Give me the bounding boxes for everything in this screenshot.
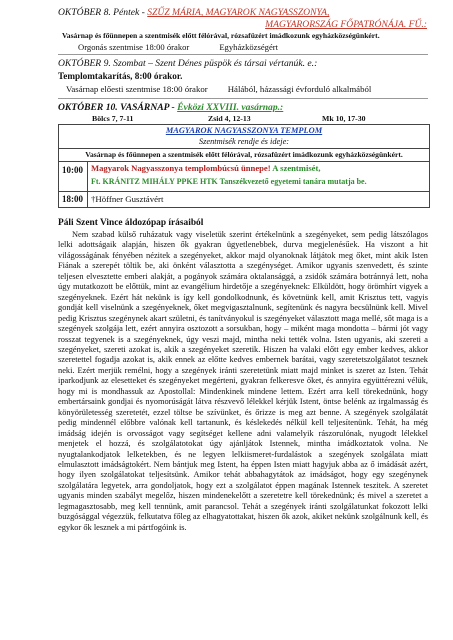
oct8-notice: Vasárnap és főünnepen a szentmisék előtt félórával, rózsafüzért imádkozunk egyházközségünkért. [62, 31, 380, 40]
divider [58, 54, 428, 55]
row1-main: Magyarok Nagyasszonya templombúcsú ünnepe! A szentmisét, [91, 163, 321, 173]
oct8-feast-continued: MAGYARORSZÁG FŐPATRÓNÁJA. FŰ.: [265, 19, 427, 30]
oct8-heading: OKTÓBER 8. Péntek - SZŰZ MÁRIA, MAGYAROK NAGYASSZONYA, [58, 7, 330, 18]
row1-sub: Ft. KRÁNITZ MIHÁLY PPKE HTK Tanszékvezető egyetemi tanára mutatja be. [91, 177, 367, 186]
document-page: OKTÓBER 8. Péntek - SZŰZ MÁRIA, MAGYAROK NAGYASSZONYA, MAGYARORSZÁG FŐPATRÓNÁJA. FŰ.: Vasárnap és főünnepen a szentmisék előtt félórával, rózsafüzért imádkozunk egyházközségünkért. Orgonás szentmise 18:00 órakor Egyházközségért OKTÓBER 9. Szombat – Szent Dénes püspök és társai vértanúk. e.: Templomtakarítás, 8:00 órakor. Vasárnap előesti szentmise 18:00 órakor Hálából, házassági évforduló alkalmából OKTÓBER 10. VASÁRNAP - Évközi XXVIII. vasárnap.: Bölcs 7, 7-11 Zsid 4, 12-13 Mk 10, 17-30 MAGYAROK NAGYASSZONYA TEMPLOM Szentmisék rendje és ideje: Vasárnap és főünnepen a szentmisék előtt félórával, rózsafüzért imádkozunk egyházközségünkért. 10:00 Magyarok Nagyasszonya templombúcsú ünnepe! A szentmisét, Ft. KRÁNITZ MIHÁLY PPKE HTK Tanszékvezető egyetemi tanára mutatja be. 18:00 †Höffner Gusztávért Páli Szent Vince áldozópap írásaiból Nem szabad külső ruházatuk vagy viseletük szerint értékelnünk a szegényeket, sem pedig látszólagos lelki adottságaik alapján, hiszen ők gyakran ügyetlenebbek, durva megjelenésűek. Ha viszont a hit világosságának fényében nézitek a szegényeket, akkor majd olyanoknak látjátok meg őket, mint akik Isten Fiának a szerepét töltik be, aki önként választotta a szegénységet. Amikor ugyanis szenvedett, és szinte teljesen elvesztette emberi alakját, a pogányok számára oktalansággá, a zsidók számára botránnyá lett, noha úgy mutatkozott be előttük, mint az evangélium hirdetője a szegényeknek: Elküldött, hogy örömhírt vigyek a szegényeknek. Ezért hát nekünk is így kell gondolkodnunk, és követnünk kell, amit Krisztus tett, vagyis gondját kell viselnünk a szegényeknek, őket megvigasztalnunk, segítenünk és nagyra becsülnünk kell. Mivel pedig Krisztus szegénynek akart születni, és tanítványokul is szegényeket választott maga mellé, sőt maga is a szegények szolgája lett, ezért annyira osztozott a sorsukban, hogy – miként maga mondotta – bármi jót vagy rosszat tegyenek is a szegényeknek, úgy veszi majd, mintha neki tették volna. Isten ugyanis, aki szereti a szegényeket, szereti azokat is, akik a szegényeket szeretik. Hiszen ha valaki előtt egy ember kedves, akkor szeretettel fogadja azokat is, akik ennek az előtte kedves embernek barátai, vagy szeretetszolgálatot tesznek neki. Ezért merjük remélni, hogy a szegények iránti szeretetünk miatt majd minket is szeret az Isten. Tehát iparkodjunk az elesetteket és szegényeket megérteni, gyakran felkeresve őket, és annyira együttérezni vélük, hogy mi is mondhassuk az Apostollal: Mindenkinek mindene lettem. Ezért arra kell törekednünk, hogy embertársaink gondjai és nyomorúságát látva részvevő lélekkel kérjük Istent, öntse belénk az irgalmasság és könyörületesség szeretetét, ezzel töltse be szívünket, és őrizze is meg azt benne. A szegények szolgálatát pedig mindennél előbbre valónak kell tartanunk, és késlekedés nélkül kell teljesítenünk. Tehát, ha még imádság idején is orvosságot vagy segítséget kellene adni valamelyik rászorulónak, nyugodt lélekkel menjetek el hozzá, és szolgálatotokat úgy ajánljátok Istennek, mintha imádkoztatok volna. Ne nyugtalankodjatok lelketekben, és ne legyen lelkiismeret-furdalástok a szegények szolgálata miatt elmulasztott imádságtokért. Nem bántjuk meg Istent, ha éppen Isten miatt hagyjuk abba az ő imádását azért, hogy ilyen szolgálatokat teljesítsünk. Amikor tehát abbahagytátok az imádságot, hogy egy szegénynek szolgálatára legyetek, arra gondoljatok, hogy ezt a szolgálatot éppen magának Istennek teszitek. A szeretet ugyanis minden szabályt megelőz, hiszen mindenekelőtt a szeretetre kell törekednünk; és mivel a szeretet a legmagasztosabb, meg kell tennünk, amit parancsol. Tehát a szegények iránti szolgálatunkat fokozott lelki buzgósággal végezzük, felkutatva főleg az elhagyatottakat, hiszen ők azok, akiket nekünk szolgálnunk kell, és egykor ők lesznek a mi pártfogóink is. [58, 7, 428, 532]
schedule-subtitle: Szentmisék rendje és ideje: [198, 137, 290, 146]
row2-text: †Höffner Gusztávért [91, 194, 164, 204]
schedule-notice: Vasárnap és főünnepen a szentmisék előtt félórával, rózsafüzért imádkozunk egyházközségünkért. [85, 150, 403, 159]
oct9-mass-line: Vasárnap előesti szentmise 18:00 órakor Hálából, házassági évforduló alkalmából [66, 84, 372, 94]
oct8-mass-line: Orgonás szentmise 18:00 órakor Egyházközségért [78, 42, 279, 52]
divider [58, 98, 428, 99]
article-title: Páli Szent Vince áldozópap írásaiból [58, 218, 204, 228]
article-body: Nem szabad külső ruházatuk vagy viseletük szerint értékelnünk a szegényeket, sem pedig látszólagos lelki adottságaik alapján, hiszen ők gyakran ügyetlenebbek, durva megjelenésűek. Ha viszont a hit világosságának fényében nézitek a szegényeket, akkor majd olyanoknak látjátok meg őket, mint akik Isten Fiának a szerepét töltik be, aki önként választotta a szegénységet. Amikor ugyanis szenvedett, és szinte teljesen elvesztette emberi alakját, a pogányok számára oktalansággá, a zsidók számára botránnyá lett, noha úgy mutatkozott be előttük, mint az evangélium hirdetője a szegényeknek: Elküldött, hogy örömhírt vigyek a szegényeknek. Ezért hát nekünk is így kell gondolkodnunk, és követnünk kell, amit Krisztus tett, vagyis gondját kell viselnünk a szegényeknek, őket megvigasztalnunk, segítenünk és nagyra becsülnünk kell. Mivel pedig Krisztus szegénynek akart születni, és tanítványokul is szegényeket választott maga mellé, sőt maga is a szegények szolgája lett, ezért annyira osztozott a sorsukban, hogy – miként maga mondotta – bármi jót vagy rosszat tegyenek is a szegényeknek, úgy veszi majd, mintha neki tették volna. Isten ugyanis, aki szereti a szegényeket, szereti azokat is, akik a szegényeket szeretik. Hiszen ha valaki előtt egy ember kedves, akkor szeretettel fogadja azokat is, akik ennek az előtte kedves embernek barátai, vagy szeretetszolgálatot tesznek neki. Ezért merjük remélni, hogy a szegények iránti szeretetünk miatt majd minket is szeret az Isten. Tehát iparkodjunk az elesetteket és szegényeket megérteni, gyakran felkeresve őket, és annyira együttérezni vélük, hogy mi is mondhassuk az Apostollal: Mindenkinek mindene lettem. Ezért arra kell törekednünk, hogy embertársaink gondjai és nyomorúságát látva részvevő lélekkel kérjük Istent, öntse belénk az irgalmasság és könyörületesség szeretetét, ezzel töltse be szívünket, és őrizze is meg azt benne. A szegények szolgálatát pedig mindennél előbbre valónak kell tartanunk, és késlekedés nélkül kell teljesítenünk. Tehát, ha még imádság idején is orvosságot vagy segítséget kellene adni valamelyik rászorulónak, nyugodt lélekkel menjetek el hozzá, és szolgálatotokat úgy ajánljátok Istennek, mintha imádkoztatok volna. Ne nyugtalankodjatok lelketekben, és ne legyen lelkiismeret-furdalástok a szegények szolgálata miatt elmulasztott imádságtokért. Nem bántjuk meg Istent, ha éppen Isten miatt hagyjuk abba az ő imádását azért, hogy ilyen szolgálatokat teljesítsünk. Amikor tehát abbahagytátok az imádságot, hogy egy szegénynek szolgálatára legyetek, arra gondoljatok, hogy ezt a szolgálatot éppen magának Istennek teszitek. A szeretet ugyanis minden szabályt megelőz, hiszen mindenekelőtt a szeretetre kell törekednünk; és mivel a szeretet a legmagasztosabb, meg kell tennünk, amit parancsol. Tehát a szegények iránti szolgálatunkat fokozott lelki buzgósággal végezzük, felkutatva főleg az elhagyatottakat, hiszen ők azok, akiket nekünk szolgálnunk kell, és egykor ők lesznek a mi pártfogóink is. [58, 230, 428, 532]
time-1000: 10:00 [62, 165, 83, 175]
church-name: MAGYAROK NAGYASSZONYA TEMPLOM [165, 126, 323, 135]
oct9-heading: OKTÓBER 9. Szombat – Szent Dénes püspök és társai vértanúk. e.: [58, 58, 318, 69]
schedule-table [58, 124, 430, 208]
time-1800: 18:00 [62, 194, 83, 204]
oct10-heading: OKTÓBER 10. VASÁRNAP - Évközi XXVIII. vasárnap.: [58, 102, 284, 113]
oct9-cleaning: Templomtakarítás, 8:00 órakor. [58, 71, 183, 81]
